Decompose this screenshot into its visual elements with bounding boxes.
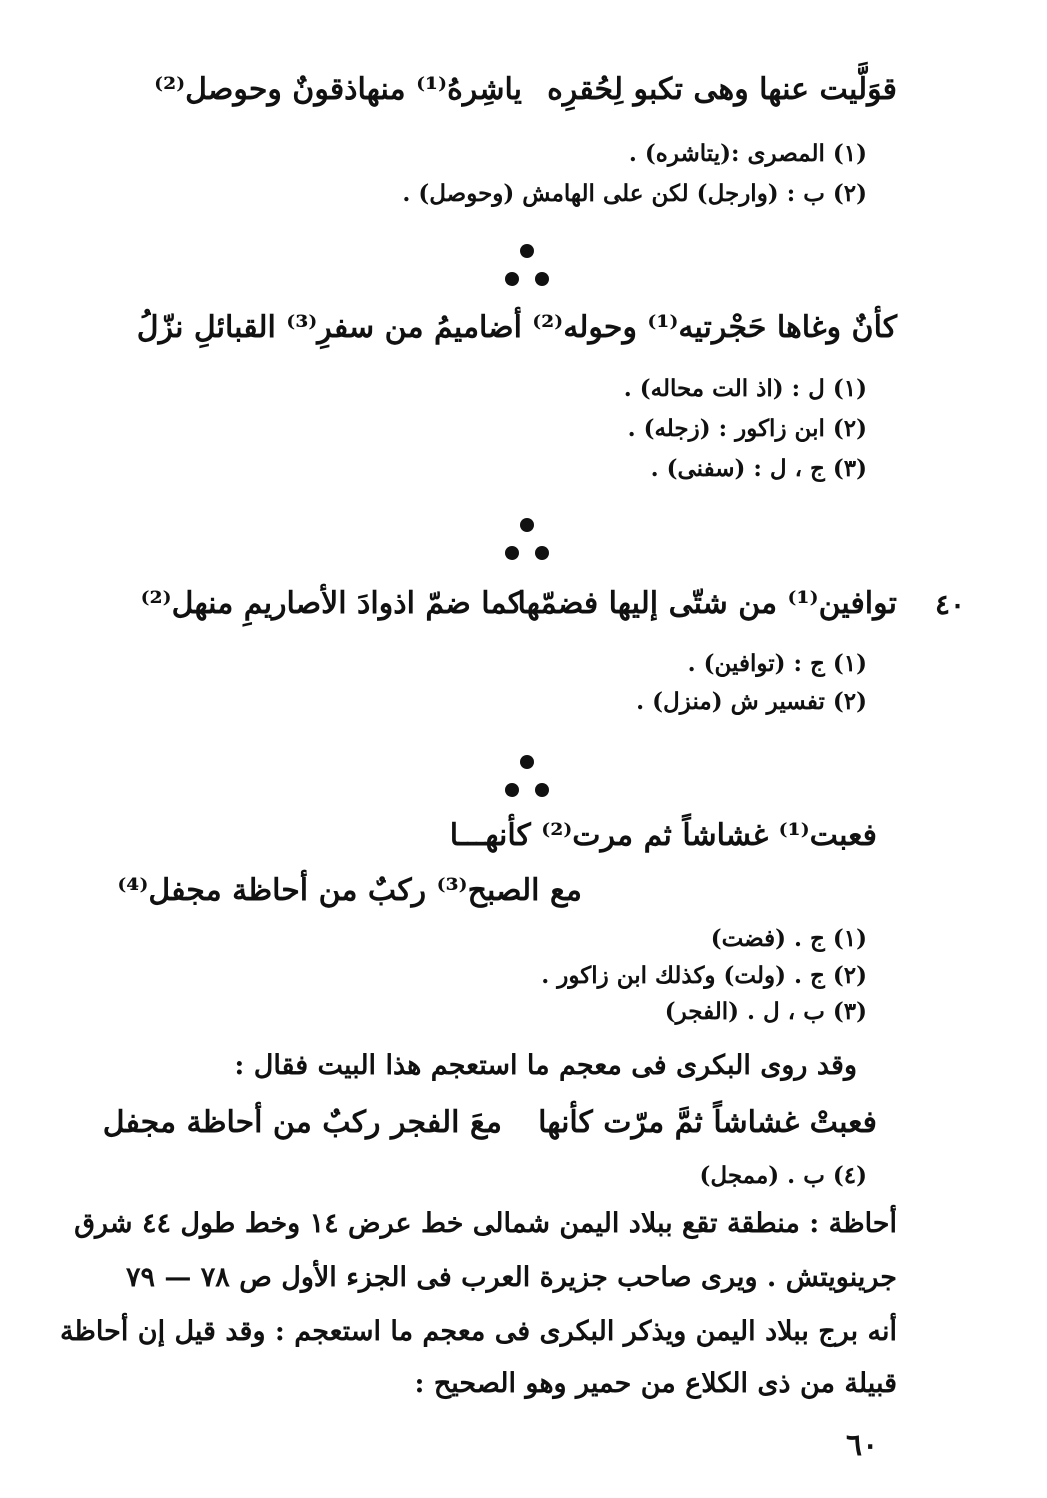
verse-hemistich-right: توافين⁽¹⁾ من شتّى إليها فضمّها — [517, 586, 897, 621]
cited-verse-left: معَ الفجر ركبٌ من أحاظة مجفل — [102, 1105, 502, 1140]
footnote: (١) ل : (اذ الت محاله) . — [623, 375, 867, 402]
verse-hemistich-left: أضاميمُ من سفرِ⁽³⁾ القبائلِ نزّلُ — [136, 310, 522, 345]
verse-number: ٤٠ — [935, 588, 966, 621]
verse-hemistich-right: كأنٌ وغاها حَجْرتيه⁽¹⁾ وحوله⁽²⁾ — [532, 310, 897, 345]
footnote: (٢) تفسير ش (منزل) . — [636, 688, 867, 715]
cited-verse-right: فعبتْ غشاشاً ثمَّ مرّت كأنها — [538, 1105, 877, 1140]
section-separator-dots — [503, 518, 551, 566]
footnote: (٣) ب ، ل . (الفجر) — [664, 998, 867, 1025]
citation-intro: وقد روى البكرى فى معجم ما استعجم هذا البيت فقال : — [234, 1050, 857, 1081]
section-separator-dots — [503, 244, 551, 292]
prose-line: جرينويتش . ويرى صاحب جزيرة العرب فى الجزء الأول ص ٧٨ — ٧٩ — [125, 1262, 897, 1293]
prose-line: أحاظة : منطقة تقع ببلاد اليمن شمالى خط عرض ١٤ وخط طول ٤٤ شرق — [74, 1208, 897, 1239]
page-number: ٦٠ — [846, 1428, 879, 1463]
footnote: (٢) ج . (ولت) وكذلك ابن زاكور . — [541, 962, 867, 989]
footnote: (٤) ب . (ممجل) — [699, 1162, 867, 1189]
verse-hemistich-left: كما ضمّ اذوادَ الأصاريمِ منهل⁽²⁾ — [140, 586, 522, 621]
footnote: (١) ج : (توافين) . — [687, 650, 867, 677]
footnote: (٣) ج ، ل : (سفنى) . — [650, 455, 867, 482]
footnote: (١) ج . (فضت) — [710, 925, 867, 952]
verse-hemistich-left: ياشِرهُ⁽¹⁾ منهاذقونٌ وحوصل⁽²⁾ — [154, 72, 522, 107]
verse-hemistich-left: مع الصبح⁽³⁾ ركبٌ من أحاظة مجفل⁽⁴⁾ — [117, 873, 582, 908]
prose-line: أنه برج ببلاد اليمن ويذكر البكرى فى معجم ما استعجم : وقد قيل إن أحاظة — [59, 1316, 897, 1347]
section-separator-dots — [503, 755, 551, 803]
verse-hemistich-right: قوَلَّيت عنها وهى تكبو لِحُقرِه — [547, 72, 897, 107]
footnote: (٢) ابن زاكور : (زجله) . — [627, 415, 867, 442]
footnote: (١) المصرى :(يتاشره) . — [628, 140, 867, 167]
prose-line: قبيلة من ذى الكلاع من حمير وهو الصحيح : — [414, 1368, 897, 1399]
verse-hemistich-right: فعبت⁽¹⁾ غشاشاً ثم مرت⁽²⁾ كأنهـــا — [449, 818, 877, 853]
footnote: (٢) ب : (وارجل) لكن على الهامش (وحوصل) . — [402, 180, 867, 207]
